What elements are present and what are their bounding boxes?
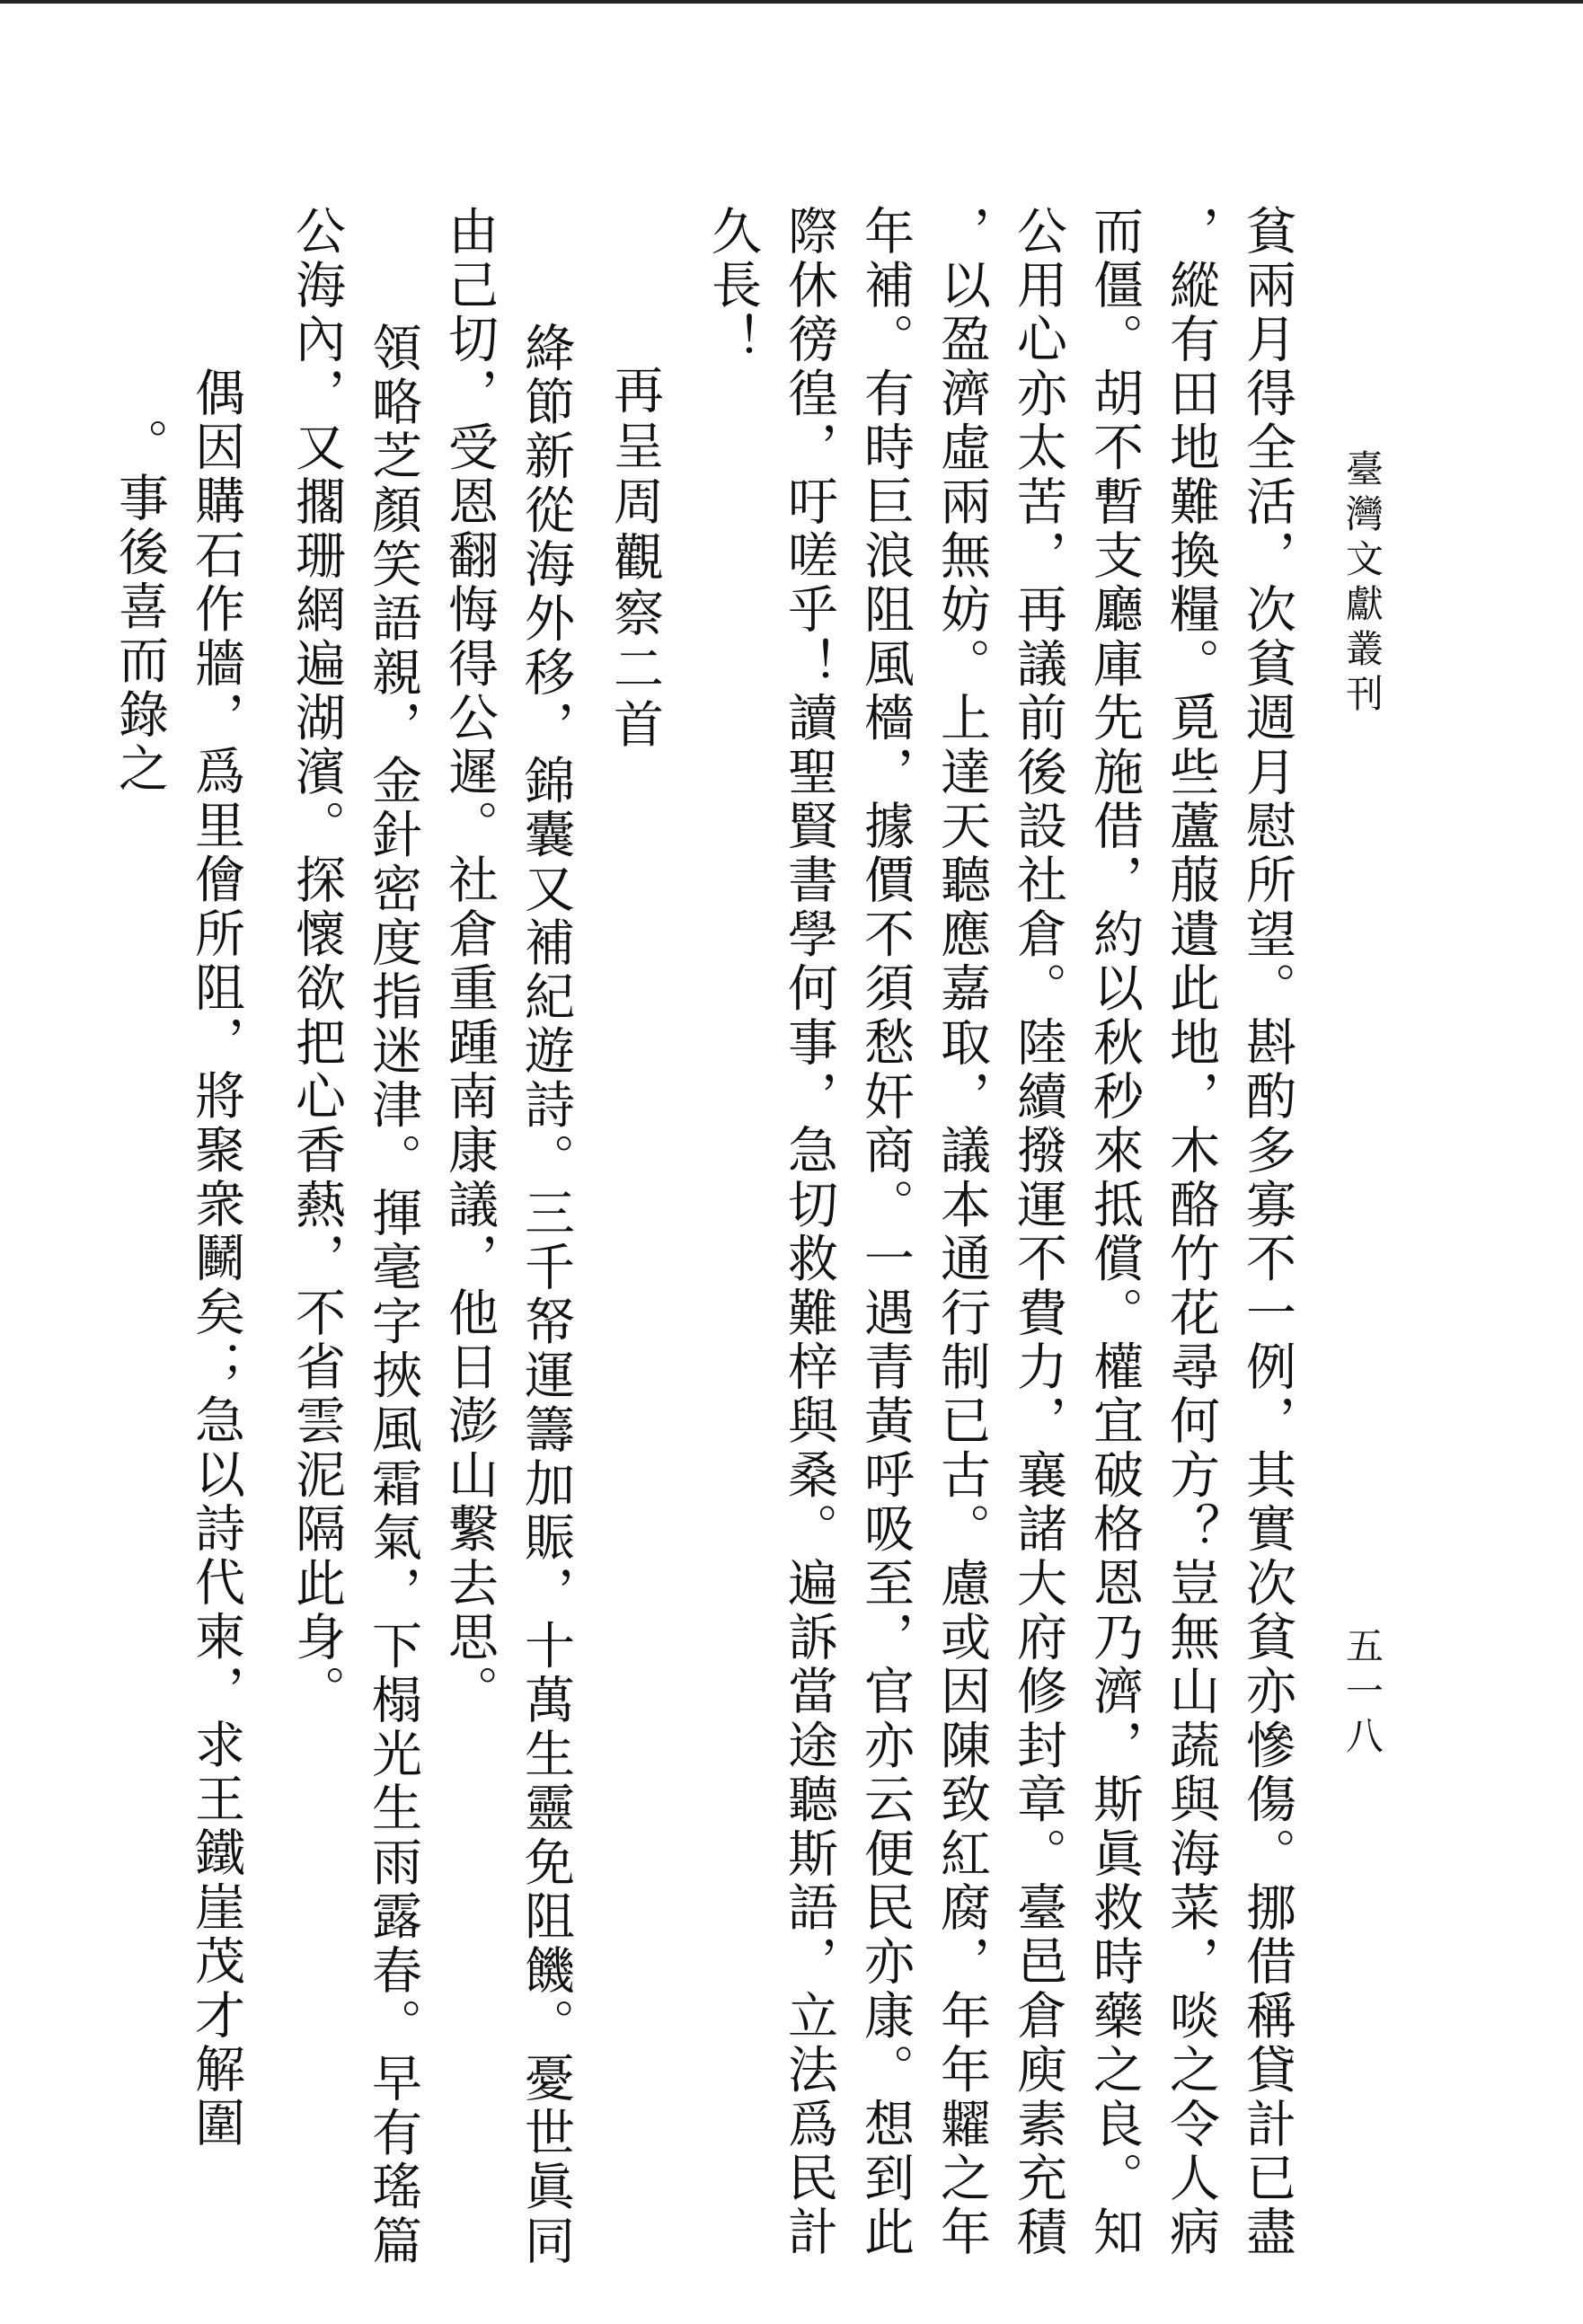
prose-line-4: 公用心亦太苦，再議前後設社倉。陸續撥運不費力，襄諸大府修封章。臺邑倉庾素充積 bbox=[1009, 205, 1067, 2260]
prose-line-6: 年補。有時巨浪阻風檣，據價不須愁奸商。一遇青黃呼吸至，官亦云便民亦康。想到此 bbox=[856, 205, 915, 2260]
verse-one-line-2: 由己切，受恩翻悔得公遲。社倉重踵南康議，他日澎山繫去思。 bbox=[440, 205, 499, 1719]
prose-line-7: 際休徬徨，吁嗟乎！讀聖賢書學何事，急切救難梓與桑。遍訴當途聽斯語，立法爲民計 bbox=[780, 205, 838, 2260]
note-line-1: 偶因購石作牆，爲里儈所阻，將聚衆鬭矣；急以詩代柬，求王鐵崖茂才解圍 bbox=[187, 367, 245, 2152]
prose-line-8: 久長！ bbox=[703, 205, 762, 367]
poem-title: 再呈周觀察二首 bbox=[606, 364, 664, 754]
prose-line-3: 而僵。胡不暫支廳庫先施借，約以秋秒來抵償。權宜破格恩乃濟，斯眞救時藥之良。知 bbox=[1085, 205, 1144, 2260]
prose-line-1: 貧兩月得全活，次貧週月慰所望。斟酌多寡不一例，其實次貧亦慘傷。挪借稱貸計已盡 bbox=[1238, 205, 1296, 2260]
verse-one-line-1: 絳節新從海外移，錦囊又補紀遊詩。三千帑運籌加賑，十萬生靈免阻饑。憂世眞同 bbox=[517, 322, 575, 2269]
prose-line-5: ，以盈濟虛兩無妨。上達天聽應嘉取，議本通行制已古。慮或因陳致紅腐，年年糶之年 bbox=[933, 205, 991, 2260]
page-number: 五一八 bbox=[1340, 1626, 1384, 1761]
prose-line-2: ，縱有田地難換糧。覓些蘆菔遺此地，木酪竹花尋何方？豈無山蔬與海菜，啖之令人病 bbox=[1162, 205, 1220, 2260]
verse-two-line-2: 公海內，又擱珊網遍湖濱。探懷欲把心香爇，不省雲泥隔此身。 bbox=[287, 205, 346, 1719]
verse-two-line-1: 領略芝顏笑語親，金針密度指迷津。揮毫字挾風霜氣，下榻光生雨露春。早有瑤篇 bbox=[364, 322, 422, 2269]
note-line-2: 。事後喜而錄之 bbox=[111, 418, 169, 797]
page-top-border bbox=[0, 0, 1583, 4]
book-title: 臺灣文獻叢刊 bbox=[1340, 449, 1384, 719]
